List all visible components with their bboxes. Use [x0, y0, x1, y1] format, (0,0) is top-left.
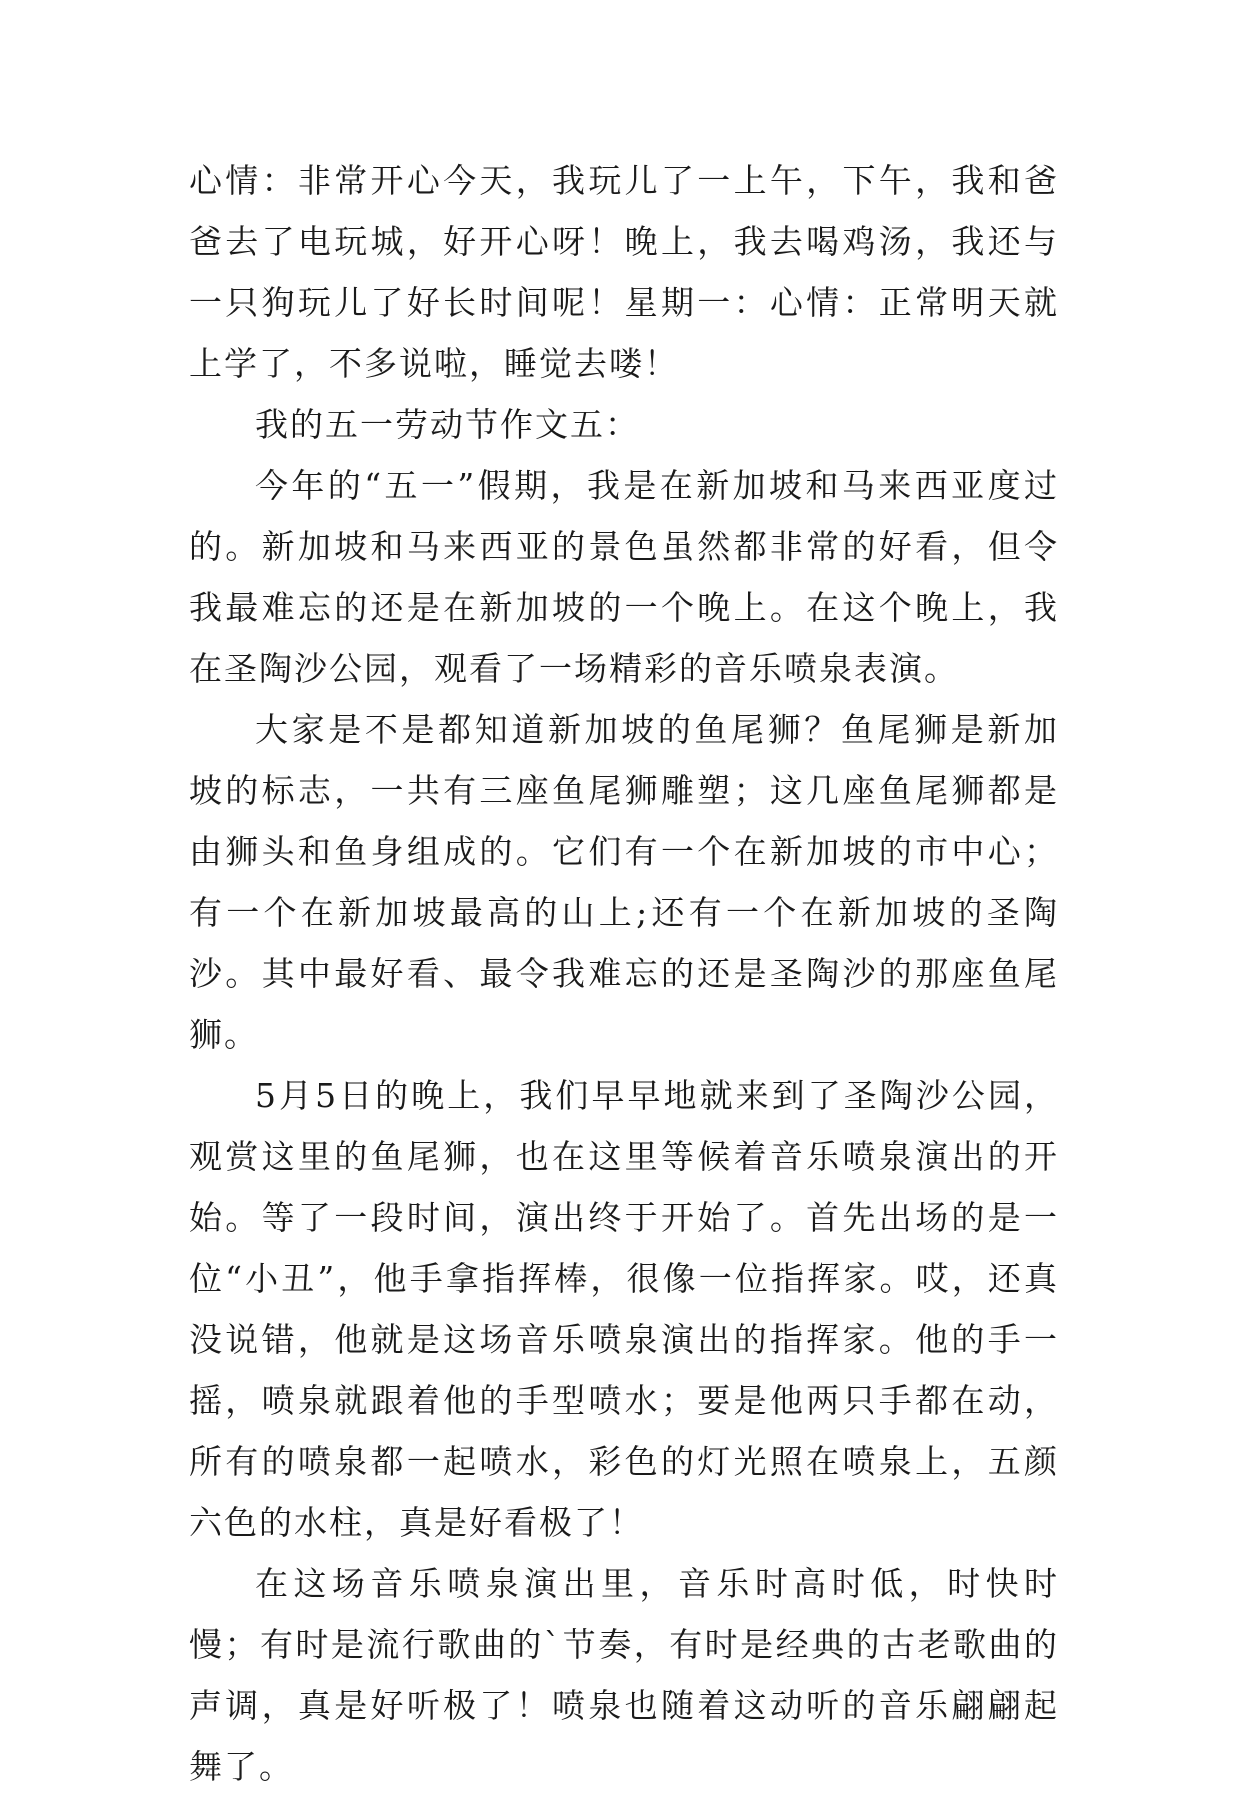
document-body — [189, 150, 1059, 1797]
paragraph-fountain-show: 5月5日的晚上，我们早早地就来到了圣陶沙公园，观赏这里的鱼尾狮，也在这里等候着音乐喷泉演出的开始。等了一段时间，演出终于开始了。首先出场的是一位“小丑”，他手拿指挥棒，很像一位指挥家。哎，还真没说错，他就是这场音乐喷泉演出的指挥家。他的手一摇，喷泉就跟着他的手型喷水；要是他两只手都在动，所有的喷泉都一起喷水，彩色的灯光照在喷泉上，五颜六色的水柱，真是好看极了！ — [189, 1076, 1059, 1542]
paragraph-essay-heading: 我的五一劳动节作文五： — [255, 405, 640, 444]
paragraph-merlion: 大家是不是都知道新加坡的鱼尾狮？鱼尾狮是新加坡的标志，一共有三座鱼尾狮雕塑；这几座鱼尾狮都是由狮头和鱼身组成的。它们有一个在新加坡的市中心；有一个在新加坡最高的山上;还有一个在新加坡的圣陶沙。其中最好看、最令我难忘的还是圣陶沙的那座鱼尾狮。 — [189, 710, 1059, 1054]
paragraph-music: 在这场音乐喷泉演出里，音乐时高时低，时快时慢；有时是流行歌曲的`节奏，有时是经典的古老歌曲的声调，真是好听极了！喷泉也随着这动听的音乐翩翩起舞了。 — [189, 1564, 1059, 1786]
paragraph-holiday-intro: 今年的“五一”假期，我是在新加坡和马来西亚度过的。新加坡和马来西亚的景色虽然都非常的好看，但令我最难忘的还是在新加坡的一个晚上。在这个晚上，我在圣陶沙公园，观看了一场精彩的音乐喷泉表演。 — [189, 466, 1059, 688]
paragraph-mood-monday: 心情：非常开心今天，我玩儿了一上午，下午，我和爸爸去了电玩城，好开心呀！晚上，我去喝鸡汤，我还与一只狗玩儿了好长时间呢！星期一：心情：正常明天就上学了，不多说啦，睡觉去喽！ — [189, 161, 1059, 383]
